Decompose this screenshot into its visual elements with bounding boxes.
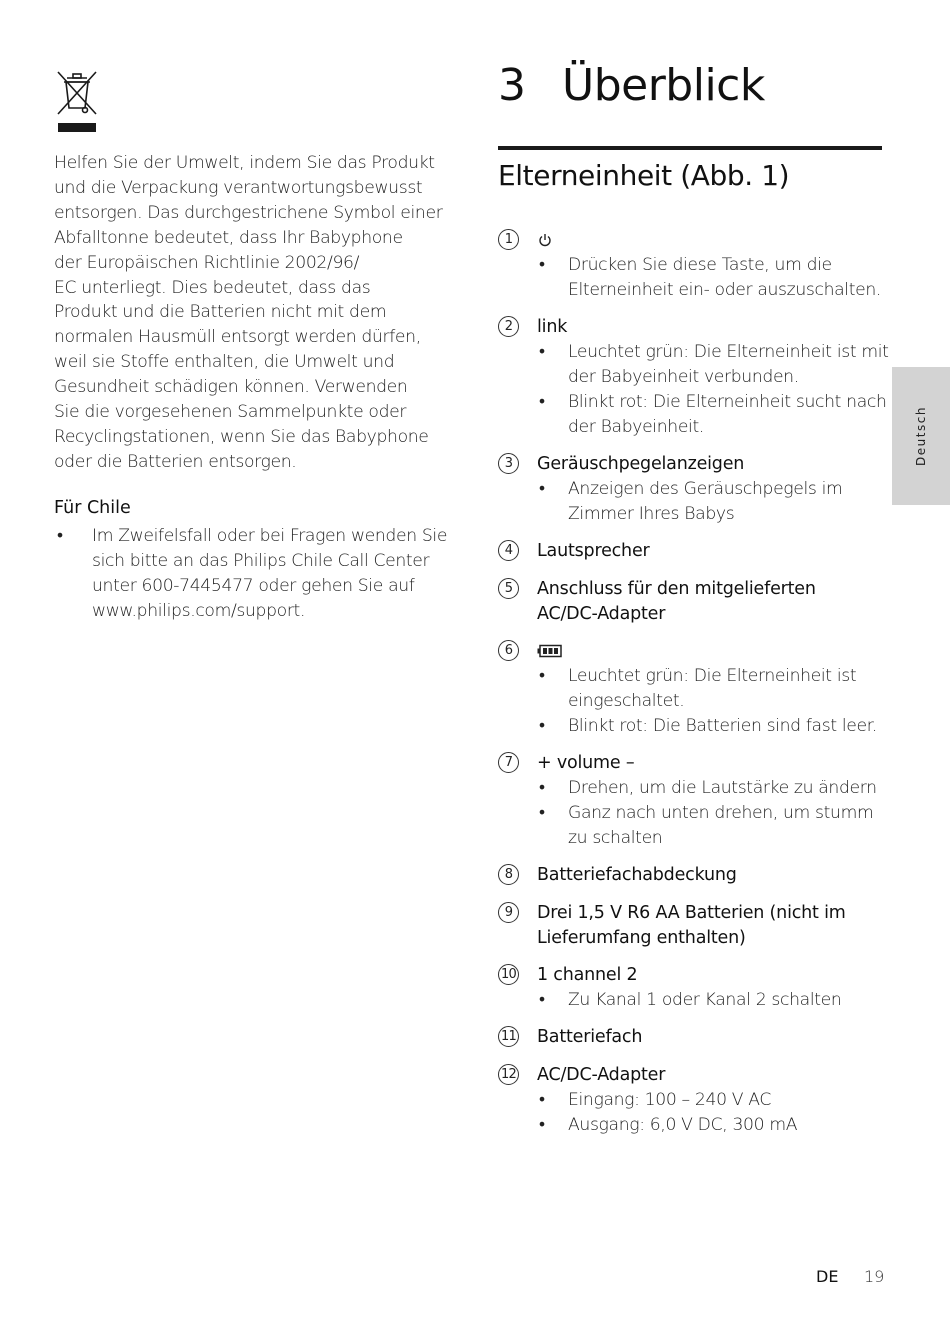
item-bullets [537,1088,888,1138]
item-title-text: Lautsprecher [537,541,650,562]
battery-icon [537,641,563,661]
component-item [498,452,888,527]
item-number-badge: 2 [498,316,519,337]
item-title [537,863,888,888]
bullet-item [537,253,888,303]
disposal-paragraph [54,151,454,475]
item-number-badge: 8 [498,864,519,885]
component-item [498,963,888,1013]
item-number-badge: 11 [498,1026,519,1047]
component-item [498,1025,888,1050]
bullet-item [537,1113,888,1138]
component-item [498,315,888,440]
component-item [498,639,888,739]
paragraph-line: Gesundheit schädigen können. Verwenden [54,377,408,398]
item-title-text: Batteriefachabdeckung [537,865,737,886]
item-title [537,228,888,253]
item-title-text: AC/DC-Adapter [537,1064,666,1085]
paragraph-line: und die Verpackung verantwortungsbewusst [54,177,423,198]
chile-bullet [54,524,454,624]
bullet-line: der Babyeinheit verbunden. [568,367,799,388]
item-title [537,1063,888,1088]
item-title-text: + volume – [537,753,635,774]
component-list [498,228,888,1150]
bullet-line: • Drücken Sie diese Taste, um die [568,254,832,275]
chapter-rule [498,146,882,150]
item-number-badge: 1 [498,229,519,250]
bullet-item [537,664,888,714]
crossed-out-wheelie-bin-icon [54,68,100,134]
item-title [537,963,888,988]
bullet-line: • Drehen, um die Lautstärke zu ändern [568,778,877,799]
item-title [537,315,888,340]
footer-language: DE [816,1267,839,1286]
bullet-line: der Babyeinheit. [568,416,704,437]
bullet-item [537,776,888,801]
item-title-line: AC/DC-Adapter [537,603,666,624]
item-bullets [537,988,888,1013]
paragraph-line: EC unterliegt. Dies bedeutet, dass das [54,277,371,298]
item-number-badge: 5 [498,578,519,599]
chapter-title [498,56,765,116]
item-number-badge: 3 [498,453,519,474]
bullet-line: unter 600-7445477 oder gehen Sie auf [92,575,415,596]
bullet-line: zu schalten [568,828,663,849]
component-item [498,539,888,564]
bullet-line: • Blinkt rot: Die Batterien sind fast leer. [568,715,877,736]
item-number-badge: 12 [498,1064,519,1085]
item-title [537,539,888,564]
chile-heading: Für Chile [54,498,131,518]
language-tab [892,367,950,505]
bullet-line: eingeschaltet. [568,691,685,711]
paragraph-line: der Europäischen Richtlinie 2002/96/ [54,252,360,273]
paragraph-line: entsorgen. Das durchgestrichene Symbol einer [54,202,443,223]
bullet-line: • Ganz nach unten drehen, um stumm [568,803,874,824]
bullet-line: • Ausgang: 6,0 V DC, 300 mA [568,1114,798,1135]
bullet-item [537,801,888,851]
item-bullets [537,340,888,440]
page-number: 19 [864,1267,885,1286]
item-title [537,751,888,776]
item-title-text: Batteriefach [537,1027,643,1048]
bullet-item [537,390,888,440]
component-item [498,577,888,627]
item-bullets [537,477,888,527]
item-number-badge: 9 [498,902,519,923]
item-title [537,452,888,477]
chapter-number: 3 [498,60,526,111]
component-item [498,751,888,851]
item-number-badge: 6 [498,640,519,661]
item-bullets [537,253,888,303]
component-item [498,1063,888,1138]
paragraph-line: Produkt und die Batterien nicht mit dem [54,302,387,323]
bullet-item [537,714,888,739]
bullet-line: Elterneinheit ein- oder auszuschalten. [568,279,882,300]
item-title-line: Drei 1,5 V R6 AA Batterien (nicht im [537,902,846,923]
item-title [537,901,888,951]
component-item [498,228,888,303]
language-tab-label: Deutsch [914,406,928,466]
bullet-line: • Blinkt rot: Die Elterneinheit sucht nach [568,391,887,412]
item-title [537,1025,888,1050]
chapter-heading: Überblick [562,60,765,111]
power-icon [537,230,553,250]
paragraph-line: Recyclingstationen, wenn Sie das Babyphone [54,426,429,447]
paragraph-line: weil sie Stoffe enthalten, die Umwelt und [54,352,395,373]
bullet-line: Zimmer Ihres Babys [568,504,735,525]
bullet-line: • Im Zweifelsfall oder bei Fragen wenden Sie [92,526,448,546]
paragraph-line: Helfen Sie der Umwelt, indem Sie das Produkt [54,153,435,173]
item-title-line: Lieferumfang enthalten) [537,927,746,948]
bullet-line: • Eingang: 100 – 240 V AC [568,1089,772,1110]
item-bullets [537,776,888,851]
item-bullets [537,664,888,739]
component-item [498,901,888,951]
bullet-item [537,340,888,390]
bullet-line: • Leuchtet grün: Die Elterneinheit ist [568,666,857,687]
bullet-item [537,1088,888,1113]
item-title-text: 1 channel 2 [537,965,638,986]
item-number-badge: 4 [498,540,519,561]
bullet-line: sich bitte an das Philips Chile Call Center [92,550,430,571]
item-title-text: link [537,317,568,338]
item-number-badge: 10 [498,964,519,985]
item-number-badge: 7 [498,752,519,773]
chile-list [54,524,454,624]
paragraph-line: oder die Batterien entsorgen. [54,451,297,472]
bullet-line: • Anzeigen des Geräuschpegels im [568,479,843,500]
paragraph-line: Abfalltonne bedeutet, dass Ihr Babyphone [54,227,403,248]
item-title-line: Anschluss für den mitgelieferten [537,578,816,599]
component-item [498,863,888,888]
item-title [537,577,888,627]
bullet-item [537,988,888,1013]
item-title [537,639,888,664]
bullet-line: www.philips.com/support. [92,600,306,621]
item-title-text: Geräuschpegelanzeigen [537,454,745,475]
bullet-item [537,477,888,527]
section-title: Elterneinheit (Abb. 1) [498,159,790,192]
paragraph-line: normalen Hausmüll entsorgt werden dürfen, [54,327,421,348]
paragraph-line: Sie die vorgesehenen Sammelpunkte oder [54,402,407,423]
bullet-line: • Zu Kanal 1 oder Kanal 2 schalten [568,990,842,1011]
bullet-line: • Leuchtet grün: Die Elterneinheit ist mit [568,342,889,363]
